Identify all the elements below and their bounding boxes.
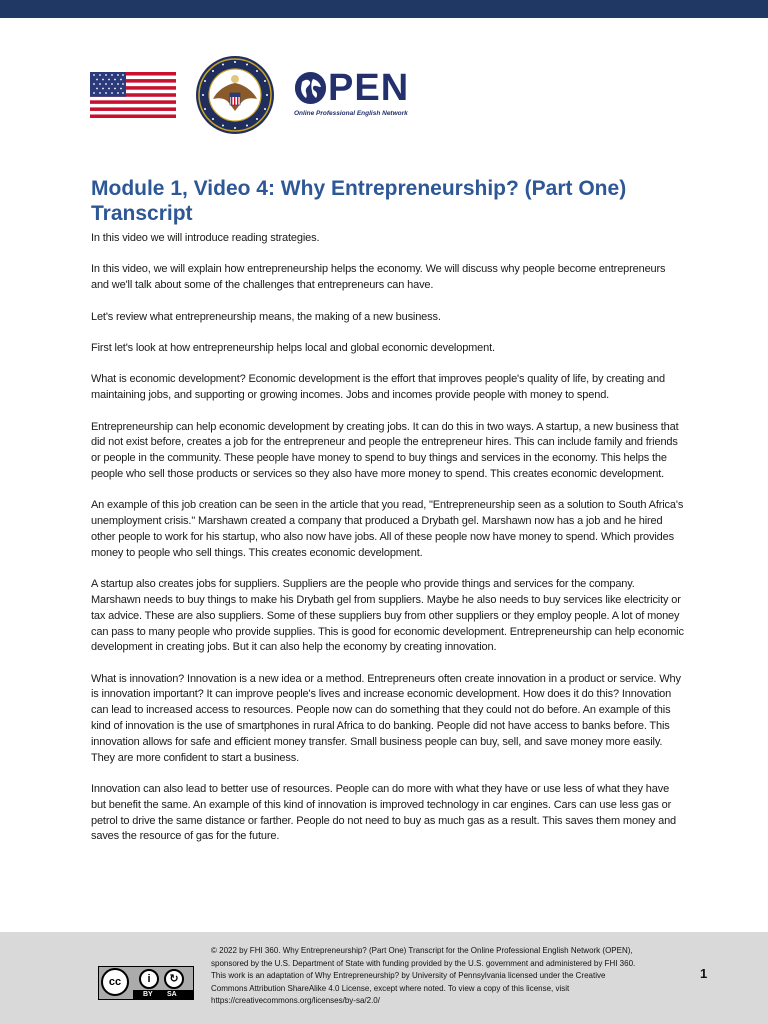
paragraph: First let's look at how entrepreneurship helps local and global economic development. — [91, 341, 495, 354]
attribution-icon: i — [139, 969, 159, 989]
transcript-body — [91, 231, 686, 861]
open-tagline: Online Professional English Network — [294, 110, 408, 117]
paragraph: Entrepreneurship can help economic development by creating jobs. It can do this in two ways. A startup, a new business that did not exist before, creates a job for the entrepreneur and people the entrepreneur hires. This can include family and friends or people in the community. These people have money to spend to buy things and services in the economy. This helps the people who sell those products or services so they also have more money to spend. This creates economic development. — [91, 420, 679, 480]
share-alike-icon: ↻ — [164, 969, 184, 989]
document-title: Module 1, Video 4: Why Entrepreneurship? (Part One) Transcript — [91, 177, 627, 225]
page-number: 1 — [700, 966, 708, 981]
sa-label: SA — [167, 991, 177, 998]
paragraph: In this video, we will explain how entrepreneurship helps the economy. We will discuss why people become entrepreneurs and we'll talk about some of the challenges that entrepreneurs can have. — [91, 263, 666, 292]
page-footer — [0, 932, 768, 1024]
open-logo — [294, 68, 434, 124]
open-wordmark-text: PEN — [328, 67, 410, 109]
creative-commons-badge[interactable] — [98, 966, 194, 1000]
by-label: BY — [143, 991, 153, 998]
paragraph: A startup also creates jobs for suppliers. Suppliers are the people who provide things and services for the company. Marshawn needs to buy things to make his Drybath gel from suppliers. Maybe he also needs to buy services like electricity or tax advice. These are also suppliers. Some of these suppliers buy from other suppliers or they employ people. A lot of money can pass to many people who provide supplies. This is good for economic development. Entrepreneurship can help economic development in creating jobs. But it can also help the economy by creating innovation. — [91, 578, 684, 654]
cc-icon: cc — [101, 968, 129, 996]
paragraph: What is innovation? Innovation is a new idea or a method. Entrepreneurs often create innovation in a product or service. Why is innovation important? It can improve people's lives and increase economic development. How does it do this? Innovation can lead to increased access to resources. People now can do something that they could not do before. An example of this kind of innovation is the use of smartphones in rural Africa to do banking. People did not have access to banks before. This innovation allows for safe and efficient money transfer. Small business people can buy, sell, and save money more easily. They are more confident to start a business. — [91, 672, 681, 764]
us-flag-icon — [90, 72, 176, 118]
top-header-bar — [0, 0, 768, 18]
paragraph: In this video we will introduce reading strategies. — [91, 232, 320, 244]
globe-icon — [295, 72, 326, 103]
paragraph: Innovation can also lead to better use of resources. People can do more with what they have or use less of what they have but benefit the same. An example of this kind of innovation is improved technology in car engines. Cars can use less gas or petrol to drive the same distance or farther. People do not need to buy as much gas as a result. This saves them money and saves the resource of gas for the future. — [91, 783, 677, 843]
paragraph: An example of this job creation can be seen in the article that you read, "Entrepreneurship seen as a solution to South Africa's unemployment crisis." Marshawn created a company that produced a Drybath gel. Marshawn now has a job and he hired other people to work for his startup, who also now have jobs. All of these people now have money to spend. Which provides money to people who sell things. This creates economic development. — [91, 499, 684, 559]
license-notice: © 2022 by FHI 360. Why Entrepreneurship? (Part One) Transcript for the Online Professional English Network (OPEN), sponsored by the U.S. Department of State with funding provided by the U.S. government and administered by FHI 360. This work is an adaptation of Why Entrepreneurship? by University of Pennsylvania licensed under the Creative Commons Attribution ShareAlike 4.0 License, except where noted. To view a copy of this license, visit https://creativecommons.org/licenses/by-sa/2.0/ — [211, 946, 636, 1006]
paragraph: What is economic development? Economic development is the effort that improves people's quality of life, by creating and maintaining jobs, and supporting or growing incomes. Jobs and incomes provide people with money to spend. — [91, 373, 665, 402]
department-of-state-seal-icon — [195, 55, 275, 135]
paragraph: Let's review what entrepreneurship means, the making of a new business. — [91, 310, 441, 323]
license-label-strip — [133, 990, 193, 999]
